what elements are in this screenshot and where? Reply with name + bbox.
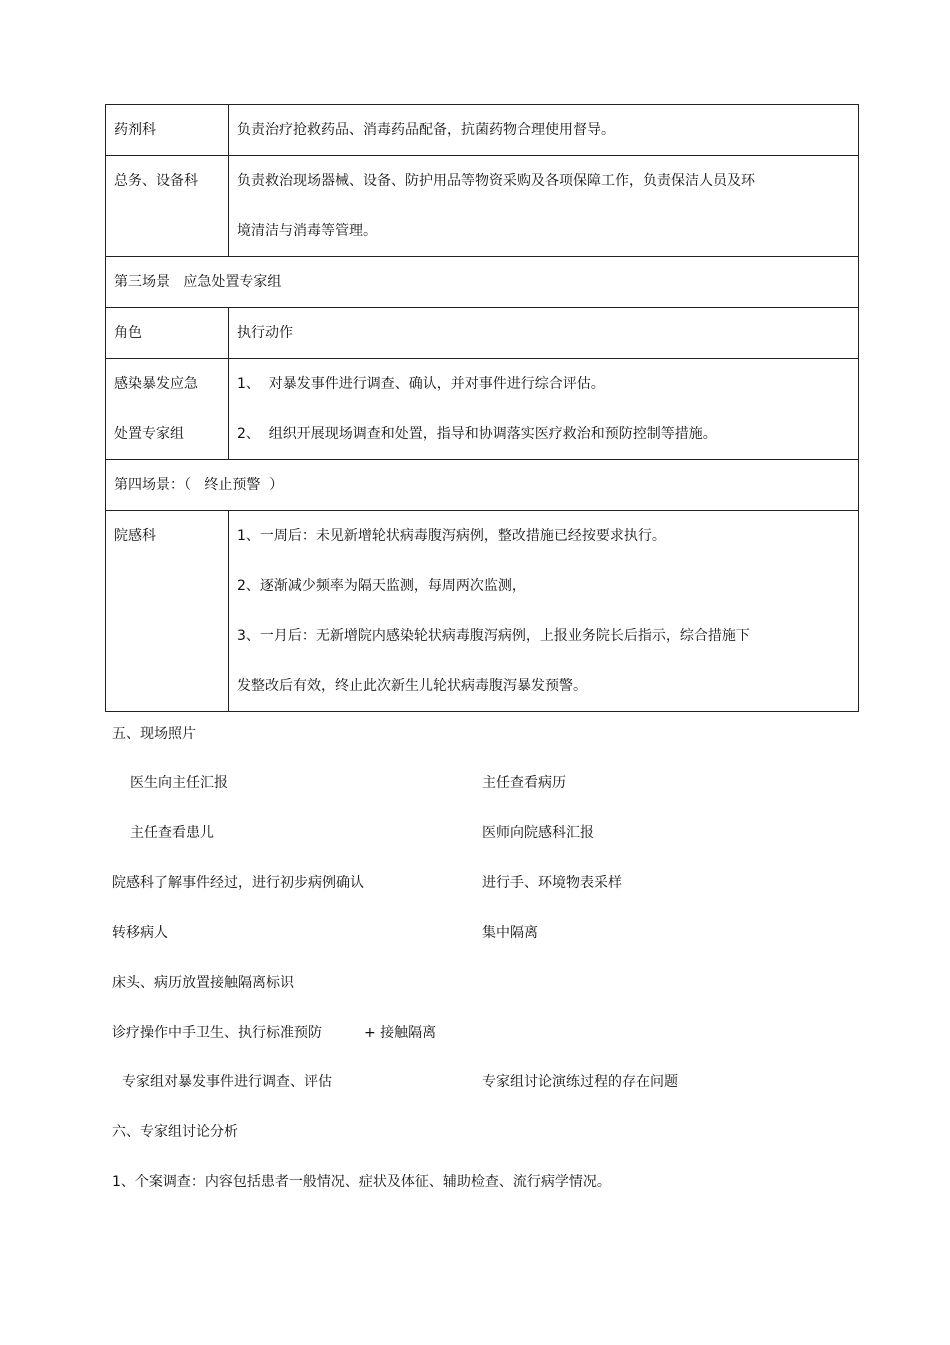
role-header: 角色 [114, 325, 142, 341]
photo-caption: 专家组对暴发事件进行调查、评估 [122, 1074, 332, 1090]
photo-caption: 床头、病历放置接触隔离标识 [112, 975, 294, 991]
table-row [106, 460, 859, 511]
table-row [106, 359, 859, 460]
photo-caption: 专家组讨论演练过程的存在问题 [482, 1074, 678, 1090]
photo-caption: 进行手、环境物表采样 [482, 875, 622, 891]
action-text: 2、 组织开展现场调查和处置，指导和协调落实医疗救治和预防控制等措施。 [237, 426, 717, 442]
duty-text: 境清洁与消毒等管理。 [237, 223, 377, 239]
photo-caption: 院感科了解事件经过，进行初步病例确认 [112, 875, 364, 891]
role-cell [106, 359, 229, 460]
section6-title: 六、专家组讨论分析 [112, 1124, 238, 1140]
scene-header [106, 460, 859, 511]
photo-caption: 集中隔离 [482, 925, 538, 941]
role-label: 感染暴发应急 [114, 376, 198, 392]
photo-caption: 主任查看病历 [482, 775, 566, 791]
scene4-title: 第四场景：（ 终止预警 ） [114, 477, 284, 493]
role-cell [106, 511, 229, 712]
duty-cell [229, 105, 859, 156]
action-text: 1、一周后：未见新增轮状病毒腹泻病例，整改措施已经按要求执行。 [237, 528, 666, 544]
photo-caption: 医生向主任汇报 [130, 775, 228, 791]
action-text: 2、逐渐减少频率为隔天监测，每周两次监测， [237, 578, 526, 594]
photo-caption: + 接触隔离 [364, 1025, 437, 1041]
header-cell [229, 308, 859, 359]
table-row [106, 105, 859, 156]
action-text: 发整改后有效，终止此次新生儿轮状病毒腹泻暴发预警。 [237, 678, 587, 694]
role-label: 药剂科 [114, 122, 156, 138]
section5-title: 五、现场照片 [112, 726, 196, 742]
role-label: 处置专家组 [114, 426, 184, 442]
photo-caption: 主任查看患儿 [130, 825, 214, 841]
duty-text: 负责治疗抢救药品、消毒药品配备，抗菌药物合理使用督导。 [237, 122, 615, 138]
duty-text: 负责救治现场器械、设备、防护用品等物资采购及各项保障工作，负责保洁人员及环 [237, 173, 755, 189]
table-row [106, 511, 859, 712]
table-row [106, 308, 859, 359]
scene-header [106, 257, 859, 308]
table-row [106, 156, 859, 257]
action-text: 3、一月后：无新增院内感染轮状病毒腹泻病例，上报业务院长后指示，综合措施下 [237, 628, 750, 644]
action-cell [229, 359, 859, 460]
photo-caption: 转移病人 [112, 925, 168, 941]
role-cell [106, 105, 229, 156]
action-text: 1、 对暴发事件进行调查、确认，并对事件进行综合评估。 [237, 376, 605, 392]
role-cell [106, 156, 229, 257]
emergency-response-table [105, 104, 859, 712]
header-cell [106, 308, 229, 359]
role-label: 总务、设备科 [114, 173, 198, 189]
action-cell [229, 511, 859, 712]
scene3-title: 第三场景 应急处置专家组 [114, 274, 282, 290]
case-investigation-text: 1、个案调查：内容包括患者一般情况、症状及体征、辅助检查、流行病学情况。 [112, 1174, 611, 1190]
table-row [106, 257, 859, 308]
role-label: 院感科 [114, 528, 156, 544]
action-header: 执行动作 [237, 325, 293, 341]
photo-caption: 诊疗操作中手卫生、执行标准预防 [112, 1025, 322, 1041]
duty-cell [229, 156, 859, 257]
photo-caption: 医师向院感科汇报 [482, 825, 594, 841]
